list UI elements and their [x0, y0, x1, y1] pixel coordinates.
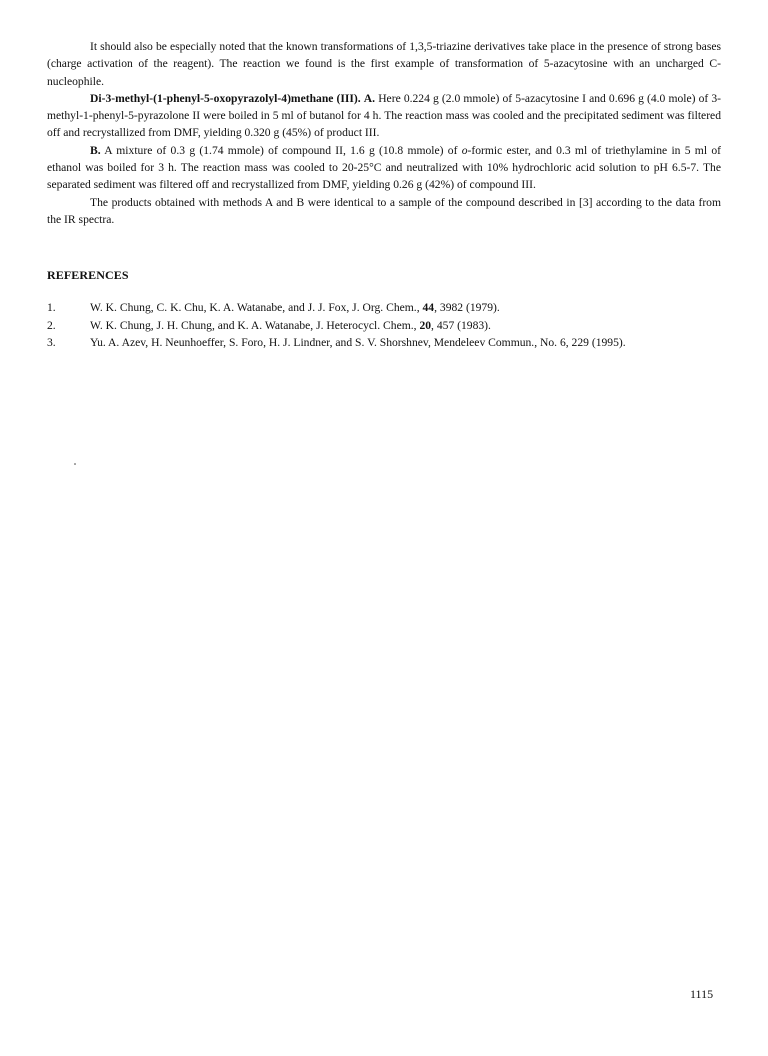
paragraph-method-a: [47, 90, 721, 142]
reference-item-1: [47, 299, 721, 316]
method-b-label: B.: [90, 143, 101, 157]
compound-title: Di-3-methyl-(1-phenyl-5-oxopyrazolyl-4)methane (III).: [90, 91, 361, 105]
reference-item-3: [47, 334, 721, 351]
reference-item-2: [47, 317, 721, 334]
page-body: [47, 38, 721, 351]
scan-speck: [74, 463, 76, 465]
method-b-text-start: A mixture of 0.3 g (1.74 mmole) of compound II, 1.6 g (10.8 mmole) of: [104, 143, 458, 157]
reference-number: 1.: [47, 301, 56, 315]
reference-number: 2.: [47, 318, 56, 332]
page-number: 1115: [690, 987, 714, 1001]
references-heading: REFERENCES: [47, 268, 129, 283]
method-a-label: A.: [363, 91, 376, 105]
paragraph-method-b: [47, 142, 721, 194]
ortho-prefix: o: [461, 143, 468, 157]
paragraph-intro: It should also be especially noted that the known transformations of 1,3,5-triazine derivatives take place in the presence of strong bases (charge activation of the reagent). The reaction we found is the first example of transformation of 5-azacytosine with an uncharged C-nucleophile.: [47, 40, 721, 88]
reference-volume: 44: [422, 301, 435, 315]
reference-text: W. K. Chung, J. H. Chung, and K. A. Watanabe, J. Heterocycl. Chem., 20, 457 (1983).: [90, 318, 491, 332]
reference-text: Yu. A. Azev, H. Neunhoeffer, S. Foro, H. J. Lindner, and S. V. Shorshnev, Mendeleev Commun., No. 6, 229 (1995).: [90, 335, 626, 349]
reference-number: 3.: [47, 335, 56, 349]
reference-text: W. K. Chung, C. K. Chu, K. A. Watanabe, and J. J. Fox, J. Org. Chem., 44, 3982 (1979).: [90, 301, 500, 315]
reference-volume: 20: [419, 318, 432, 332]
method-b-text-end: -formic ester, and 0.3 ml of triethylamine in 5 ml of ethanol was boiled for 3 h. The reaction mass was cooled to 20-25°C and neutralized with 10% hydrochloric acid solution to pH 6.5-7. The separated sediment was filtered off and recrystallized from DMF, yielding 0.26 g (42%) of compound III.: [47, 143, 721, 192]
paragraph-conclusion: The products obtained with methods A and B were identical to a sample of the compound described in [3] according to the data from the IR spectra.: [47, 195, 721, 226]
method-a-text: Here 0.224 g (2.0 mmole) of 5-azacytosine I and 0.696 g (4.0 mole) of 3-methyl-1-phenyl-5-pyrazolone II were boiled in 5 ml of butanol for 4 h. The reaction mass was cooled and the precipitated sediment was filtered off and recrystallized from DMF, yielding 0.320 g (45%) of product III.: [47, 91, 722, 140]
